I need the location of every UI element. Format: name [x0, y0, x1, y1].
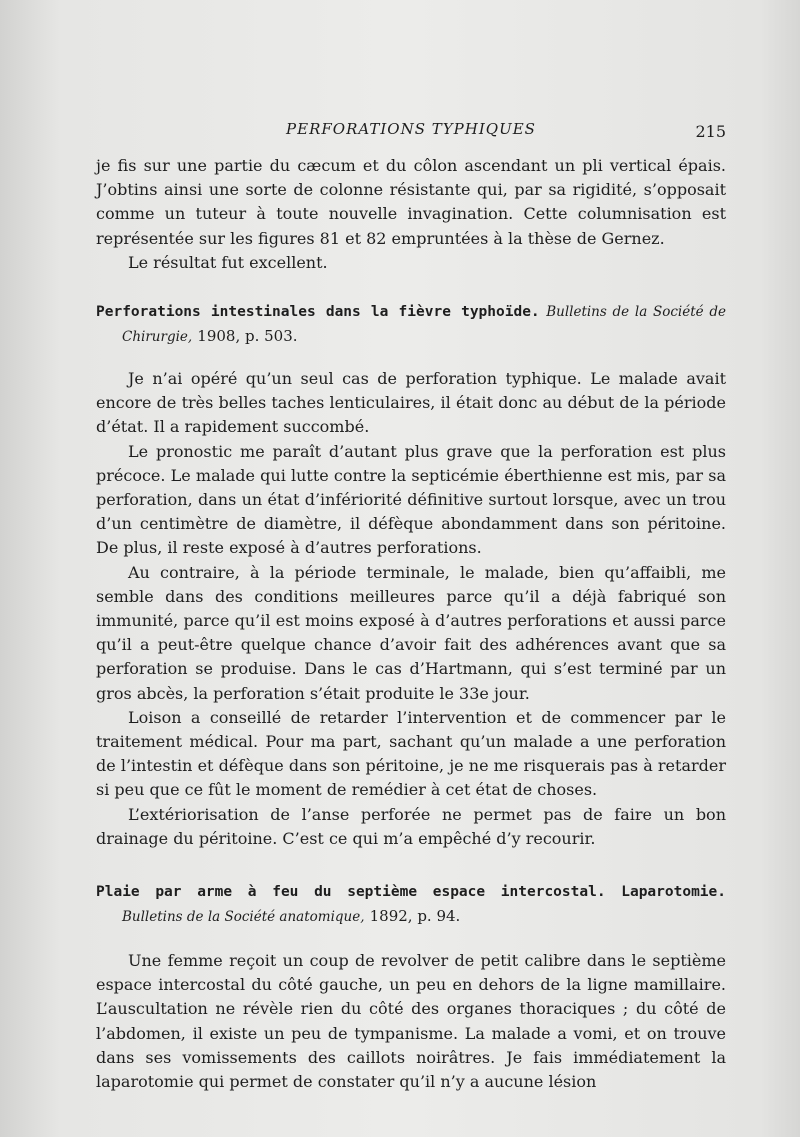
body-paragraph: Le pronostic me paraît d’autant plus grave que la perforation est plus précoce. Le malade qui lutte contre la septicémie éberthienne est mis, par sa perforation, dans un état d’infériorité définitive surtout lorsque, avec un trou d’un centimètre de diamètre, il défèque abondamment dans son péritoine. De plus, il reste exposé à d’autres perforations.: [96, 441, 726, 558]
bibliography-entry: [96, 299, 726, 349]
entry-date: 1892, p. 94.: [369, 907, 461, 926]
entry-source: Bulletins de la Société de Chirurgie,: [122, 304, 726, 346]
entry-source: Bulletins de la Société anatomique,: [122, 909, 365, 926]
body-paragraph: Au contraire, à la période terminale, le malade, bien qu’affaibli, me semble dans des conditions meilleures parce qu’il a déjà fabriqué son immunité, parce qu’il est moins exposé à d’autres perforations et aussi parce qu’il a peut-être quelque chance d’avoir fait des adhérences avant que sa perforation se produise. Dans le cas d’Hartmann, qui s’est terminé par un gros abcès, la perforation s’était produite le 33e jour.: [96, 562, 726, 703]
body-paragraph: Loison a conseillé de retarder l’intervention et de commencer par le traitement médical. Pour ma part, sachant qu’un malade a une perforation de l’intestin et défèque dans son péritoine, je ne me risquerais pas à retarder si peu que ce fût le moment de remédier à cet état de choses.: [96, 707, 726, 800]
body-paragraph: L’extériorisation de l’anse perforée ne permet pas de faire un bon drainage du péritoine. C’est ce qui m’a empêché d’y recourir.: [96, 804, 726, 848]
page-body: [96, 154, 726, 1094]
running-title: PERFORATIONS TYPHIQUES: [286, 120, 536, 138]
body-paragraph: Je n’ai opéré qu’un seul cas de perforation typhique. Le malade avait encore de très belles taches lenticulaires, il était donc au début de la période d’état. Il a rapidement succombé.: [96, 369, 726, 437]
page-number: 215: [695, 122, 726, 141]
entry-date: 1908, p. 503.: [197, 327, 298, 346]
entry-title: Plaie par arme à feu du septième espace intercostal. Laparotomie.: [96, 884, 726, 901]
body-paragraph: Une femme reçoit un coup de revolver de petit calibre dans le septième espace intercostal du côté gauche, un peu en dehors de la ligne mamillaire. L’auscultation ne révèle rien du côté des organes thoraciques ; du côté de l’abdomen, il existe un peu de tympanisme. La malade a vomi, et on trouve dans ses vomissements des caillots noirâtres. Je fais immédiatement la laparotomie qui permet de constater qu’il n’y a aucune lésion: [96, 951, 726, 1092]
body-paragraph: Le résultat fut excellent.: [128, 252, 328, 272]
bibliography-entry: [96, 879, 726, 929]
body-paragraph: je fis sur une partie du cæcum et du côlon ascendant un pli vertical épais. J’obtins ainsi une sorte de colonne résistante qui, par sa rigidité, s’opposait comme un tuteur à toute nouvelle invagination. Cette columnisation est représentée sur les figures 81 et 82 empruntées à la thèse de Gernez.: [96, 156, 726, 248]
running-head: [96, 120, 726, 144]
entry-title: Perforations intestinales dans la fièvre typhoïde.: [96, 304, 540, 321]
